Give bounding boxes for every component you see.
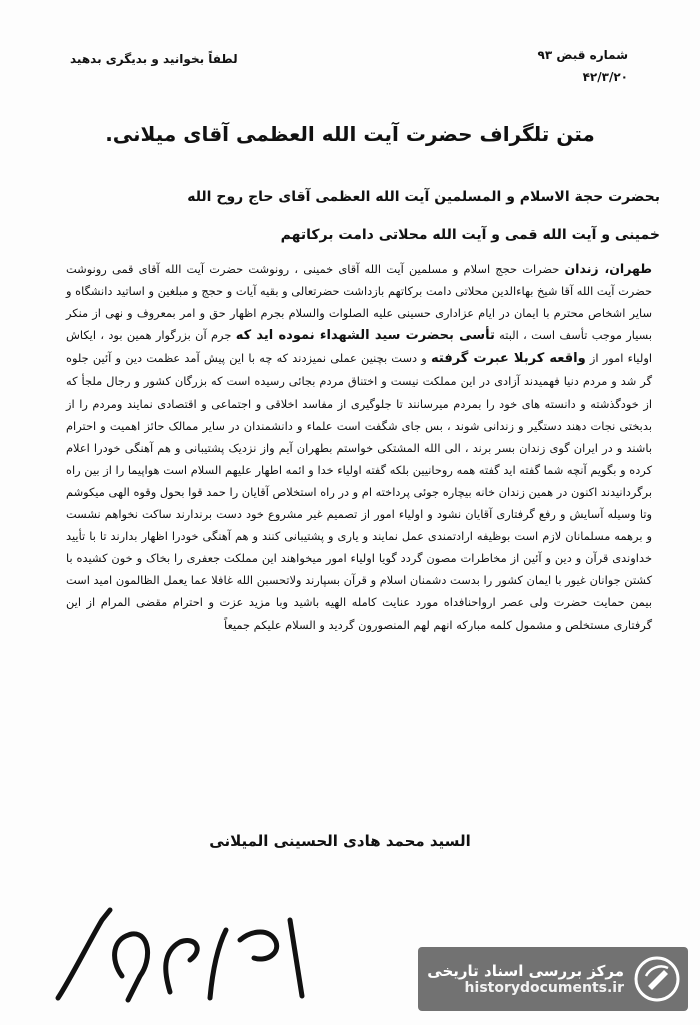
watermark-text bbox=[427, 962, 624, 996]
addressee-block bbox=[40, 178, 660, 254]
body-lead: طهران، زندان bbox=[564, 261, 652, 276]
addressee-line: بحضرت حجة الاسلام و المسلمین آیت الله العظمی آقای حاج روح الله bbox=[187, 189, 660, 205]
addressee-line: خمینی و آیت الله قمی و آیت الله محلاتی دامت برکاتهم bbox=[280, 227, 660, 243]
archive-logo-icon bbox=[634, 956, 680, 1002]
receipt-date: ۴۲/۳/۲۰ bbox=[582, 70, 628, 84]
handwritten-number bbox=[40, 880, 320, 1010]
body-paragraph bbox=[66, 258, 652, 636]
watermark-name: مرکز بررسی اسناد تاریخی bbox=[427, 962, 624, 980]
body-text: حضرات حجج اسلام و مسلمین آیت الله آقای خمینی ، رونوشت حضرت آیت الله آقای قمی رونوشت حضرت آیت الله آقا شیخ بهاءالدین محلاتی دامت برکاتهم بازداشت حضرتعالی و بقیه آیات و حجج و مبلغین و اساتید دانشگاه و سایر اشخاص محترم با ایمان در ایام عزاداری حسینی علیه الصلوات والسلام بجرم اظهار حق و امر بمعروف و نهی از منکر بسیار موجب تأسف است ، البته bbox=[66, 262, 652, 343]
receipt-number: شماره قبض ۹۳ bbox=[537, 48, 628, 62]
signature: السید محمد هادی الحسینی المیلانی bbox=[209, 832, 471, 850]
body-text: جرم آن بزرگوار همین بود ، ایکاش اولیاء امور از bbox=[66, 328, 652, 366]
body-text: و دست بچنین عملی نمیزدند که چه با این پیش آمد عظمت دین و آئین جلوه گر شد و مردم دنیا فهمیدند آزادی در این مملکت نیست و اختناق مردم بجائی رسیده است که بزرگان کشور و رجال ملجأ که از خودگذشته و دانسته های خود را بمردم میرسانند تا جلوگیری از مفاسد اخلاقی و اجتماعی و اقتصادی نمایند ومردم را از بدبختی نجات دهند دستگیر و زندانی شوند ، بس جای شگفت است علماء و دانشمندان در سایر ممالک حائز اهمیت و احترام باشند و در ایران گوی زندان بسر برند ، الی الله المشتکی خواستم بطهران آیم واز نزدیک پشتیبانی و هم آهنگی خودرا اعلام کرده و بگویم آنچه شما گفته اید گفته همه روحانیین بلکه گفته اولیاء خدا و ائمه اطهار علیهم السلام است هواپیما را از بین راه برگردانیدند اکنون در همین زندان خانه بیچاره جوئی پرداخته ام و در راه استخلاص آقایان را حمد قوا بحول وقوه الهی میکوشم وتا وسیله آسایش و رفع گرفتاری آقایان نشود و اولیاء امور از تصمیم غیر مشروع خود دست برندارند ساکت نخواهم نشست و برهمه مسلمانان لازم است بوظیفه ارادتمندی عمل نمایند و یاری و پشتیبانی کنند و هم آهنگی خودرا اظهار بدارند تا با تأیید خداوندی قرآن و دین و آئین از مخاطرات مصون گردد گویا اولیاء امور میخواهند این مملکت جعفری را بخاک و خون کشیده با کشتن جوانان غیور با ایمان کشور را بدست دشمنان اسلام و قرآن بسپارند ولاتحسبن الله غافلا عما یعمل الظالمون امید است بیمن حمایت حضرت ولی عصر ارواحنافداه مورد عنایت کامله الهیه باشید وبا مزید عزت و احترام مقضی المرام از این گرفتاری مستخلص و مشمول کلمه مبارکه انهم لهم المنصورون گردید و السلام علیکم جمیعاً bbox=[66, 351, 652, 632]
telegram-body bbox=[66, 258, 652, 636]
watermark-url: historydocuments.ir bbox=[464, 980, 624, 996]
receipt-info bbox=[488, 44, 628, 88]
archive-watermark bbox=[418, 947, 688, 1011]
read-and-pass-note: لطفاً بخوانید و بدیگری بدهید bbox=[70, 52, 238, 66]
document-title: متن تلگراف حضرت آیت الله العظمی آقای میلانی. bbox=[105, 122, 595, 146]
body-emphasis: تأسی بحضرت سید الشهداء نموده اید که bbox=[235, 328, 495, 344]
body-emphasis: واقعه کربلا عبرت گرفته bbox=[431, 351, 586, 367]
